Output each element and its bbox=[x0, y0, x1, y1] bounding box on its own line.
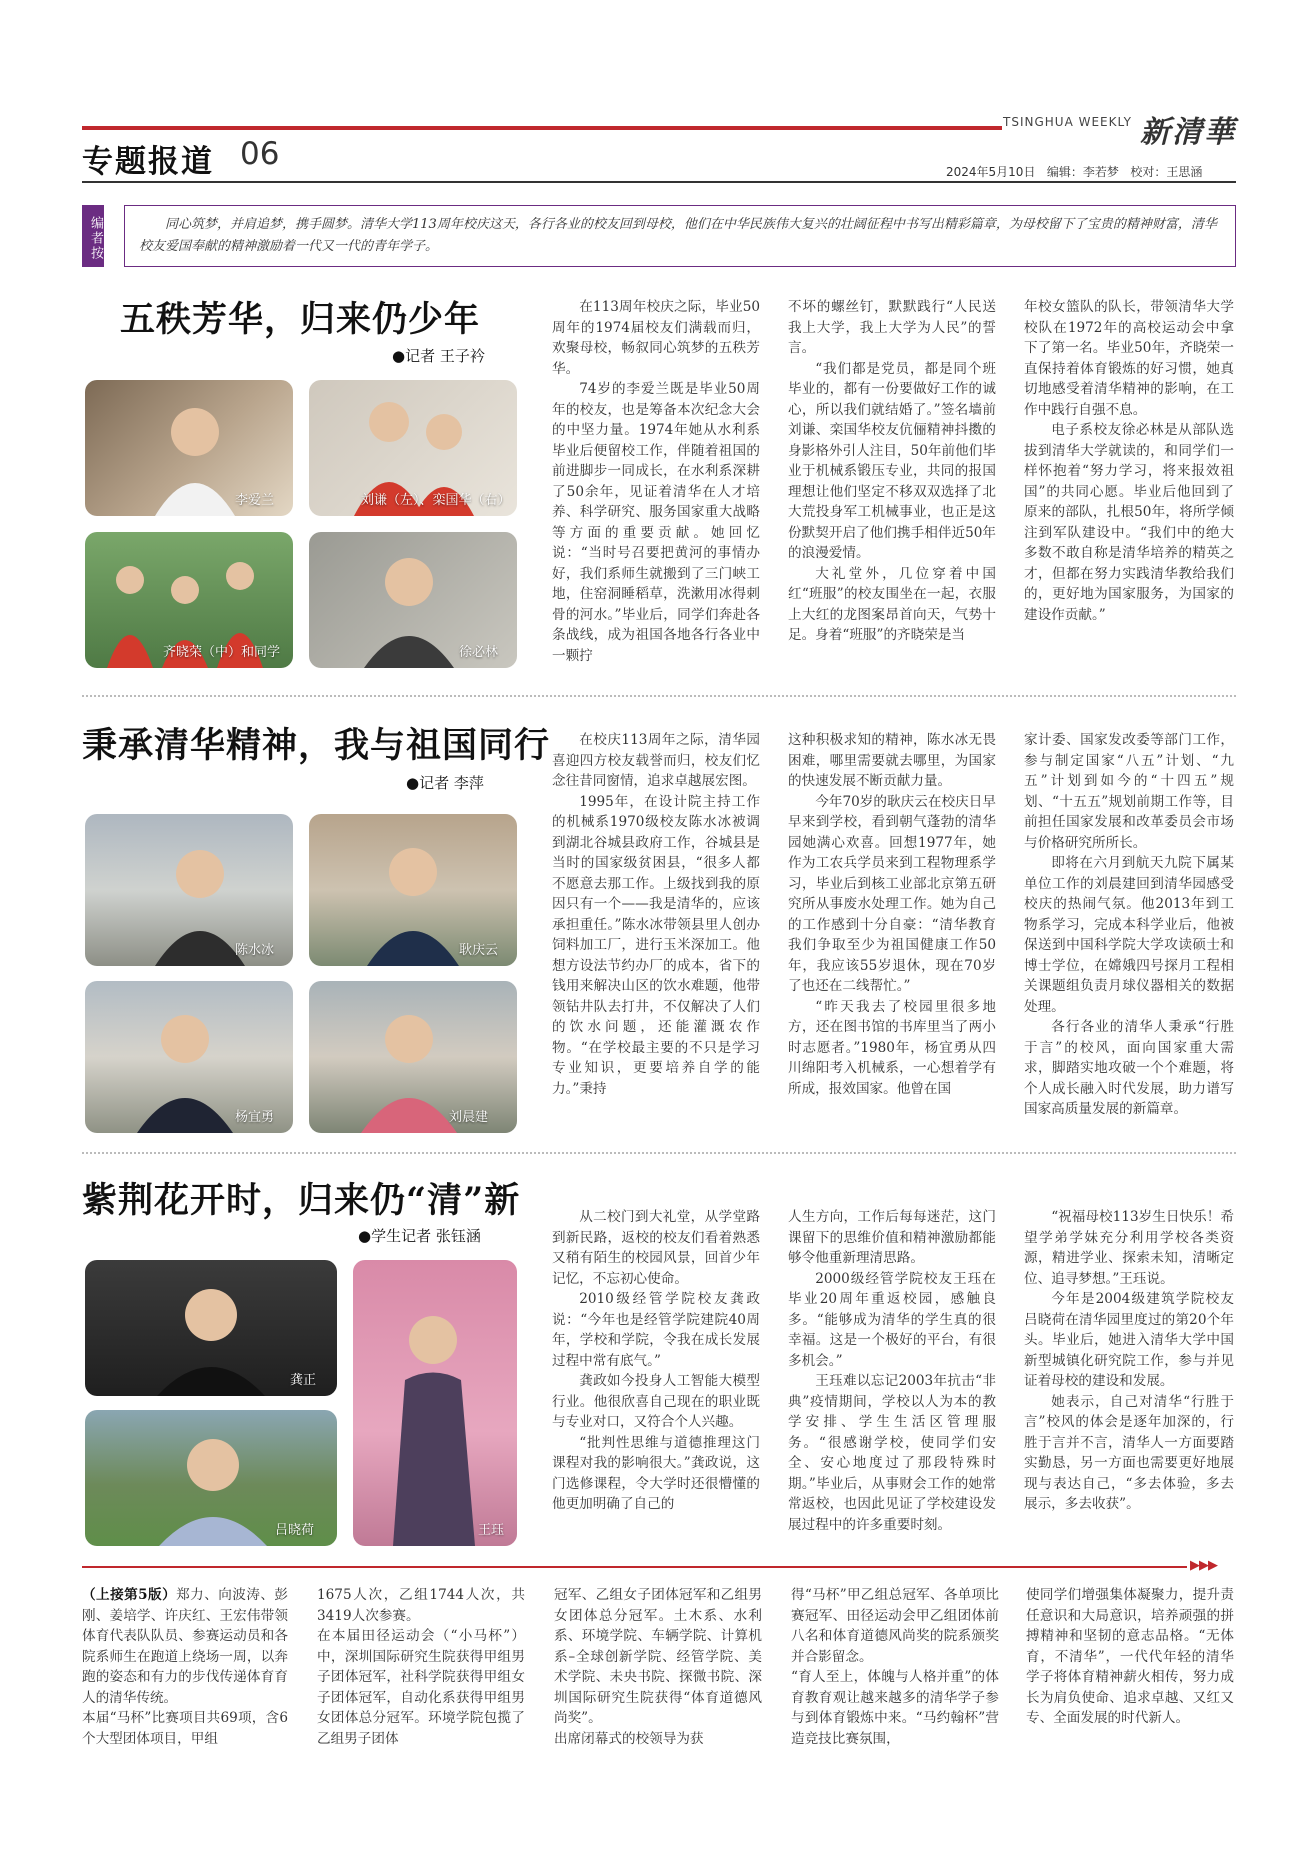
photo-caption: 王珏 bbox=[478, 1523, 505, 1538]
continuation-column-2: 1675人次，乙组1744人次，共3419人次参赛。 在本届田径运动会（“小马杯”）中，深圳国际研究生院获得甲组男子团体冠军，社科学院获得甲组女子团体冠军，自动化系获得甲组男女团体总分冠军。环境学院包揽了乙组男子团体 bbox=[317, 1587, 525, 1747]
section-red-rule bbox=[82, 1566, 1187, 1568]
article-2-column-2 bbox=[788, 730, 996, 1138]
article-3-column-1 bbox=[552, 1207, 760, 1547]
paragraph: “祝福母校113岁生日快乐！希望学弟学妹充分利用学校各类资源，精进学业、探索未知，清晰定位、追寻梦想。”王珏说。 bbox=[1024, 1209, 1234, 1287]
article-2-column-3 bbox=[1024, 730, 1234, 1138]
article-divider bbox=[82, 1152, 1236, 1154]
paragraph: 74岁的李爱兰既是毕业50周年的校友，也是筹备本次纪念大会的中坚力量。1974年她从水利系毕业后便留校工作，伴随着祖国的前进脚步一同成长，在水利系深耕了50余年，见证着清华在人才培养、科学研究、服务国家重大战略等方面的重要贡献。她回忆说：“当时号召要把黄河的事情办好，我们系师生就搬到了三门峡工地，住窑洞睡稻草，洗漱用冰得刺骨的河水。”毕业后，同学们奔赴各条战线，成为祖国各地各行各业中一颗拧 bbox=[552, 381, 760, 664]
section-title: 专题报道 bbox=[82, 144, 214, 180]
paragraph: 从二校门到大礼堂，从学堂路到新民路，返校的校友们看着熟悉又稍有陌生的校园风景，回首少年记忆，不忘初心使命。 bbox=[552, 1209, 760, 1287]
photo-yang-yiyong bbox=[85, 981, 293, 1133]
photo-liu-luan bbox=[309, 380, 517, 516]
page-number: 06 bbox=[240, 136, 280, 172]
masthead-bottom-rule bbox=[82, 181, 1236, 183]
paragraph: 在113周年校庆之际，毕业50周年的1974届校友们满载而归，欢聚母校，畅叙同心筑梦的五秩芳华。 bbox=[552, 299, 760, 377]
paragraph: 她表示，自己对清华“行胜于言”校风的体会是逐年加深的，行胜于言并不言，清华人一方面要踏实勤恳，另一方面也需要更好地展现与表达自己，“多去体验，多去展示，多去收获”。 bbox=[1024, 1393, 1234, 1512]
paragraph: 各行各业的清华人秉承“行胜于言”的校风，面向国家重大需求，脚踏实地攻破一个个难题，将个人成长融入时代发展，助力谱写国家高质量发展的新篇章。 bbox=[1024, 1019, 1234, 1117]
article-divider bbox=[82, 695, 1236, 697]
continuation-label: （上接第5版） bbox=[82, 1587, 177, 1603]
paragraph: 今年70岁的耿庆云在校庆日早早来到学校，看到朝气蓬勃的清华园她满心欢喜。回想1977年，她作为工农兵学员来到工程物理系学习，毕业后到核工业部北京第五研究所从事废水处理工作。她为自己的工作感到十分自豪：“清华教育我们争取至少为祖国健康工作50年，我应该55岁退休，现在70岁了也还在二线帮忙。” bbox=[788, 793, 996, 994]
paragraph: 即将在六月到航天九院下属某单位工作的刘晨建回到清华园感受校庆的热闹气氛。他2013年到工物系学习，完成本科学业后，他被保送到中国科学院大学攻读硕士和博士学位，在嫦娥四号探月工程相关课题组负责月球仪器相关的数据处理。 bbox=[1024, 855, 1234, 1015]
paragraph: 不坏的螺丝钉，默默践行“人民送我上大学，我上大学为人民”的誓言。 bbox=[788, 299, 996, 356]
editor-note-text: 同心筑梦，并肩追梦，携手圆梦。清华大学113周年校庆这天，各行各业的校友回到母校，他们在中华民族伟大复兴的壮阔征程中书写出精彩篇章，为母校留下了宝贵的精神财富，清华校友爱国奉献的精神激励着一代又一代的青年学子。 bbox=[139, 217, 1217, 254]
paragraph: 1995年，在设计院主持工作的机械系1970级校友陈水冰被调到湖北谷城县政府工作，谷城县是当时的国家级贫困县，“很多人都不愿意去那工作。上级找到我的原因只有一个——我是清华的，应该承担重任。”陈水冰带领县里人创办饲料加工厂，进行玉米深加工。他想方设法节约办厂的成本，省下的钱用来解决山区的饮水难题，他带领钻井队去打井，不仅解决了人们的饮水问题，还能灌溉农作物。“在学校最主要的不只是学习专业知识，更要培养自学的能力。”秉持 bbox=[552, 793, 760, 1097]
article-3-title: 紫荆花开时，归来仍“清”新 bbox=[82, 1180, 521, 1221]
article-3-column-3 bbox=[1024, 1207, 1234, 1547]
photo-xu-bilin bbox=[309, 532, 517, 668]
paragraph: 龚政如今投身人工智能大模型行业。他很欣喜自己现在的职业既与专业对口，又符合个人兴趣。 bbox=[552, 1373, 760, 1430]
paragraph: 今年是2004级建筑学院校友吕晓荷在清华园里度过的第20个年头。毕业后，她进入清华大学中国新型城镇化研究院工作，参与并见证着母校的建设和发展。 bbox=[1024, 1291, 1234, 1389]
photo-caption: 龚正 bbox=[290, 1373, 317, 1388]
article-3-byline: ●学生记者 张钰涵 bbox=[358, 1227, 481, 1245]
paragraph: 在校庆113周年之际，清华园喜迎四方校友载誉而归，校友们忆念往昔同窗情，追求卓越展宏图。 bbox=[552, 732, 760, 789]
article-3-column-2 bbox=[788, 1207, 996, 1547]
editor-note-label bbox=[82, 205, 104, 267]
paragraph: 王珏难以忘记2003年抗击“非典”疫情期间，学校以人为本的教学安排、学生生活区管理服务。“很感谢学校，使同学们安全、安心地度过了那段特殊时期。”毕业后，从事财会工作的她常常返校，也因此见证了学校建设发展过程中的许多重要时刻。 bbox=[788, 1373, 996, 1533]
photo-gong-zheng bbox=[85, 1260, 337, 1396]
article-1-byline: ●记者 王子衿 bbox=[392, 347, 485, 365]
paragraph: 电子系校友徐必林是从部队选拔到清华大学就读的，和同学们一样怀抱着“努力学习，将来报效祖国”的共同心愿。毕业后他回到了原来的部队，扎根50年，将所学倾注到军队建设中。“我们中的绝大多数不敢自称是清华培养的精英之才，但都在努力实践清华教给我们的，更好地为国家服务，为国家的建设作贡献。” bbox=[1024, 422, 1234, 623]
photo-caption: 耿庆云 bbox=[459, 943, 499, 958]
editor-note-label-text: 编者按 bbox=[88, 215, 103, 261]
continuation-column-4: 得“马杯”甲乙组总冠军、各单项比赛冠军、田径运动会甲乙组团体前八名和体育道德风尚奖的院系颁奖并合影留念。 “育人至上，体魄与人格并重”的体育教育观让越来越多的清华学子参与到体育锻炼中来。“马约翰杯”营造竞技比赛氛围， bbox=[791, 1587, 999, 1747]
masthead-logo: 新清華 bbox=[1140, 115, 1236, 150]
paragraph: “我们都是党员，都是同个班毕业的，都有一份要做好工作的诚心，所以我们就结婚了。”签名墙前刘谦、栾国华校友伉俪精神抖擞的身影格外引人注目，50年前他们毕业于机械系锻压专业，共同的报国理想让他们坚定不移双双选择了北大荒投身军工机械事业，也正是这份默契开启了他们携手相伴近50年的浪漫爱情。 bbox=[788, 360, 996, 561]
paragraph: 大礼堂外，几位穿着中国红“班服”的校友围坐在一起，衣服上大红的龙图案昂首向天，气势十足。身着“班服”的齐晓荣是当 bbox=[788, 565, 996, 643]
paragraph: 这种积极求知的精神，陈水冰无畏困难，哪里需要就去哪里，为国家的快速发展不断贡献力量。 bbox=[788, 732, 996, 789]
continuation-text: 郑力、向波涛、彭刚、姜培学、许庆红、王宏伟带领体育代表队队员、参赛运动员和各院系师生在跑道上绕场一周，以奔跑的姿态和有力的步伐传递体育育人的清华传统。 本届“马杯”比赛项目共69项，含6个大型团体项目，甲组 bbox=[82, 1587, 288, 1747]
photo-caption: 陈水冰 bbox=[235, 943, 275, 958]
paragraph: “昨天我去了校园里很多地方，还在图书馆的书库里当了两小时志愿者。”1980年，杨宜勇从四川绵阳考入机械系，一心想着学有所成，报效国家。他曾在国 bbox=[788, 998, 996, 1097]
photo-caption: 李爱兰 bbox=[235, 493, 275, 508]
continuation-column-3: 冠军、乙组女子团体冠军和乙组男女团体总分冠军。土木系、水利系、环境学院、车辆学院、计算机系–全球创新学院、经管学院、美术学院、未央书院、探微书院、深圳国际研究生院获得“体育道德风尚奖”。 出席闭幕式的校领导为获 bbox=[554, 1587, 762, 1747]
continuation-column-5: 使同学们增强集体凝聚力，提升责任意识和大局意识，培养顽强的拼搏精神和坚韧的意志品格。“无体育，不清华”，一代代年轻的清华学子将体育精神薪火相传，努力成长为肩负使命、追求卓越、又红又专、全面发展的时代新人。 bbox=[1026, 1587, 1234, 1726]
paragraph: “批判性思维与道德推理这门课程对我的影响很大。”龚政说，这门选修课程，令大学时还很懵懂的他更加明确了自己的 bbox=[552, 1434, 760, 1512]
article-2-title: 秉承清华精神，我与祖国同行 bbox=[82, 725, 551, 766]
photo-li-ailan bbox=[85, 380, 293, 516]
paragraph: 家计委、国家发改委等部门工作，参与制定国家“八五”计划、“九五”计划到如今的“十四五”规划、“十五五”规划前期工作等，目前担任国家发展和改革委员会市场与价格研究所所长。 bbox=[1024, 732, 1234, 851]
editor-credit: 编辑：李若梦 bbox=[1046, 165, 1119, 179]
masthead-red-rule bbox=[82, 126, 1002, 130]
article-2-byline: ●记者 李萍 bbox=[406, 774, 484, 792]
paragraph: 2010级经管学院校友龚政说：“今年也是经管学院建院40周年，学校和学院，令我在成长发展过程中常有底气。” bbox=[552, 1291, 760, 1369]
arrow-icon: ▶▶▶ bbox=[1190, 1558, 1217, 1573]
paragraph: 人生方向，工作后每每迷茫，这门课留下的思维价值和精神激励都能够令他重新理清思路。 bbox=[788, 1209, 996, 1266]
photo-chen-shuibing bbox=[85, 814, 293, 966]
masthead-weekly-en: TSINGHUA WEEKLY bbox=[1003, 115, 1132, 129]
issue-date: 2024年5月10日 bbox=[946, 165, 1036, 179]
article-1-column-1 bbox=[552, 297, 760, 672]
article-1-column-2 bbox=[788, 297, 996, 672]
article-2-column-1 bbox=[552, 730, 760, 1138]
proof-credit: 校对：王思涵 bbox=[1130, 165, 1203, 179]
photo-qi-xiaorong bbox=[85, 532, 293, 668]
continuation-column-1 bbox=[82, 1585, 288, 1825]
paragraph: 2000级经管学院校友王珏在毕业20周年重返校园，感触良多。“能够成为清华的学生真的很幸福。这是一个极好的平台，有很多机会。” bbox=[788, 1270, 996, 1369]
person-figure-icon bbox=[353, 1260, 517, 1546]
paragraph: 年校女篮队的队长，带领清华大学校队在1972年的高校运动会中拿下了第一名。毕业50年，齐晓荣一直保持着体育锻炼的好习惯，她真切地感受着清华精神的影响，在工作中践行自强不息。 bbox=[1024, 299, 1234, 418]
photo-liu-chenjian bbox=[309, 981, 517, 1133]
photo-caption: 刘晨建 bbox=[449, 1110, 489, 1125]
editor-note-box bbox=[124, 205, 1236, 267]
photo-caption: 杨宜勇 bbox=[235, 1110, 275, 1125]
photo-caption: 刘谦（左）、栾国华（右） bbox=[361, 493, 511, 508]
photo-geng-qingyun bbox=[309, 814, 517, 966]
masthead-meta bbox=[946, 163, 1202, 180]
article-1-column-3 bbox=[1024, 297, 1234, 672]
photo-caption: 吕晓荷 bbox=[275, 1523, 315, 1538]
photo-caption: 徐必林 bbox=[459, 645, 499, 660]
photo-wang-jue bbox=[353, 1260, 517, 1546]
article-1-title: 五秩芳华，归来仍少年 bbox=[120, 299, 481, 340]
photo-lv-xiaohe bbox=[85, 1410, 337, 1546]
photo-caption: 齐晓荣（中）和同学 bbox=[163, 645, 281, 660]
